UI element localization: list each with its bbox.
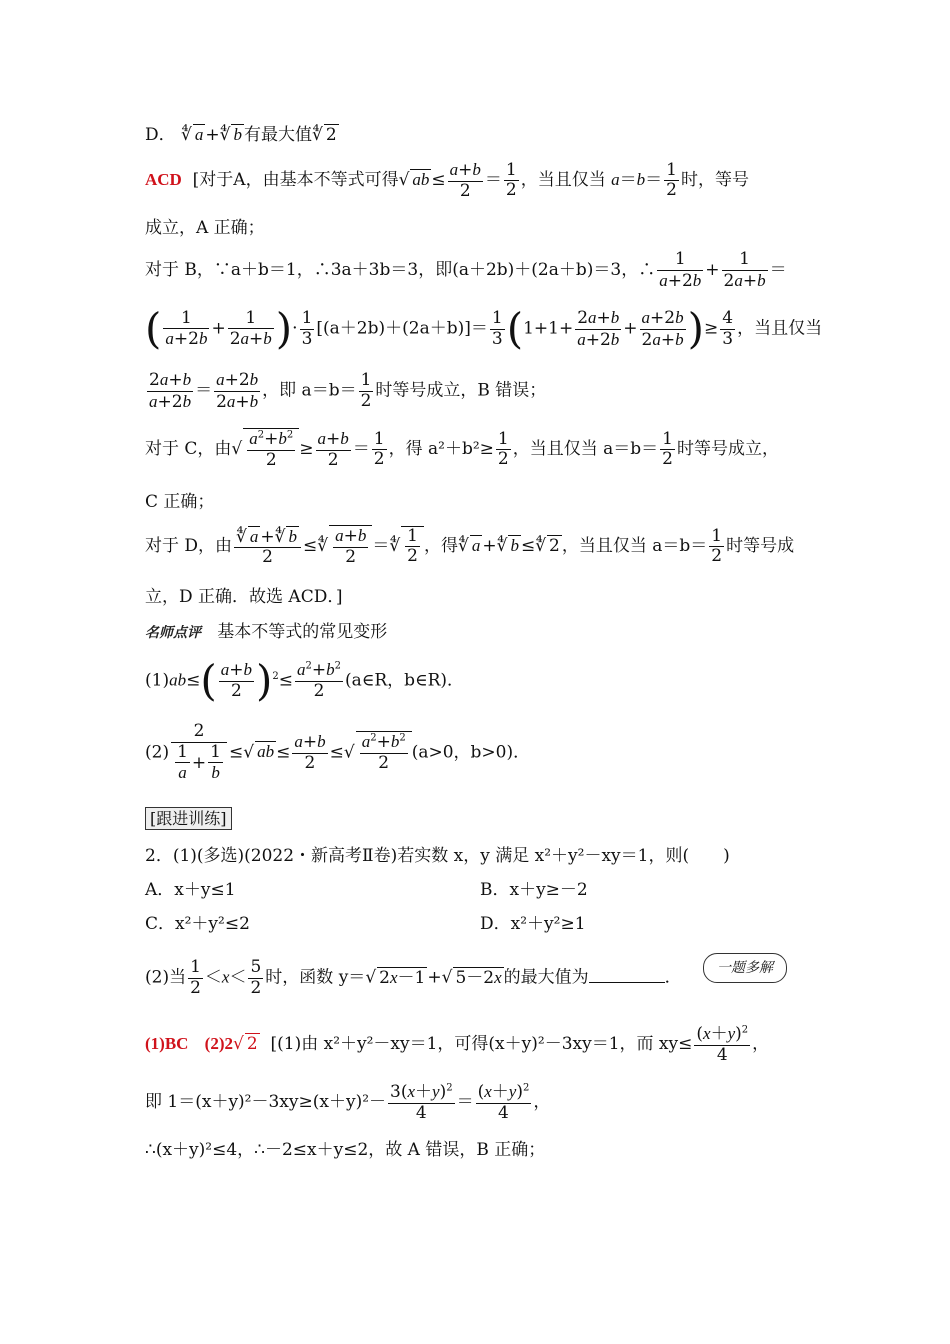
q2-part2: (2)当 $\frac{1}{2}$ ＜x＜ $\frac{5}{2}$ 时，函数 y＝√ 2x－1 +√ 5－2x 的最大值为 ． [145,957,682,998]
comment-tag: 名师点评 [145,625,201,641]
d-part-line1: 对于 D，由 $\frac{∜ a +∜ b}{2}$ ≤∜ $\frac{a+b}{2}$ ＝∜ $\frac{1}{2}$ ，得∜ a +∜ b ≤∜ 2 ，当且仅当 a＝b＝ $\frac{1}{2}$ 时等号成 [145,525,795,568]
teacher-comment [145,622,830,642]
c-part-line2: C 正确； [145,492,215,512]
answer-2-line1: (1)BC (2)2√ 2 [(1)由 x²＋y²－xy＝1，可得(x＋y)²－3xy＝1，而 xy≤ $\frac{(x+y)^2}{4}$ ， [145,1024,770,1065]
q2-option-d: D．x²＋y²≥1 [480,914,586,934]
multi-solution-badge: 一题多解 [703,953,787,983]
answer-blank [589,982,665,983]
b-part-line2: ( $\frac{1}{a+2b}$ + $\frac{1}{2a+b}$ )· $\frac{1}{3}$ [(a＋2b)＋(2a＋b)]＝ $\frac{1}{3}$ (1+1+ $\frac{2a+b}{a+2b}$ + $\frac{a+2b}{2a+b}$ )≥ $\frac{4}{3}$ ，当且仅当 [145,304,823,354]
b-part-line1: 对于 B，∵a＋b＝1，∴3a＋3b＝3，即(a＋2b)＋(2a＋b)＝3，∴ $\frac{1}{a+2b}$ + $\frac{1}{2a+b}$ ＝ [145,249,787,291]
c-part-line1: 对于 C，由√ $\frac{a^2+b^2}{2}$ ≥ $\frac{a+b}{2}$ ＝ $\frac{1}{2}$ ，得 a²＋b²≥ $\frac{1}{2}$ ，当且仅当 a＝b＝ $\frac{1}{2}$ 时等号成立， [145,428,779,470]
b-part-line3: $\frac{2a+b}{a+2b}$ ＝ $\frac{a+2b}{2a+b}$ ，即 a＝b＝ $\frac{1}{2}$ 时等号成立，B 错误； [149,370,547,412]
answer-a-end: 成立，A 正确； [145,218,265,238]
formula-1: (1)ab≤( $\frac{a+b}{2}$ )$^2$≤ $\frac{a^2+b^2}{2}$ (a∈R，b∈R)． [145,656,465,705]
comment-title: 基本不等式的常见变形 [217,622,388,642]
answer-2-line2: 即 1＝(x＋y)²－3xy≥(x＋y)²－ $\frac{3(x+y)^2}{4}$ ＝ $\frac{(x+y)^2}{4}$ ， [145,1082,551,1123]
q2-option-a: A．x＋y≤1 [145,880,236,900]
formula-2: (2) 2 $\frac{1}{a}$ + $\frac{1}{b}$ ≤√ ab ≤ $\frac{a+b}{2}$ ≤√ $\frac{a^2+b^2}{2}$ (a>0，b>0)． [145,721,531,783]
answer-acd-line: ACD [对于A，由基本不等式可得√ ab ≤ $\frac{a+b}{2}$ ＝ $\frac{1}{2}$ ，当且仅当 a＝b＝ $\frac{1}{2}$ 时，等号 [145,159,749,201]
q2-option-c: C．x²＋y²≤2 [145,914,250,934]
q2-option-b: B．x＋y≥－2 [480,880,588,900]
answer-2-line3: ∴(x＋y)²≤4，∴－2≤x＋y≤2，故 A 错误，B 正确； [145,1140,546,1160]
question-2-stem: 2．(1)(多选)(2022・新高考Ⅱ卷)若实数 x，y 满足 x²＋y²－xy＝1，则( ) [145,846,730,866]
practice-header: [跟进训练] [145,807,830,830]
answer-letters: ACD [145,170,182,190]
option-d: D． ∜ a +∜ b 有最大值∜ 2 [145,125,337,145]
d-part-line2: 立，D 正确．故选 ACD．] [145,587,343,607]
